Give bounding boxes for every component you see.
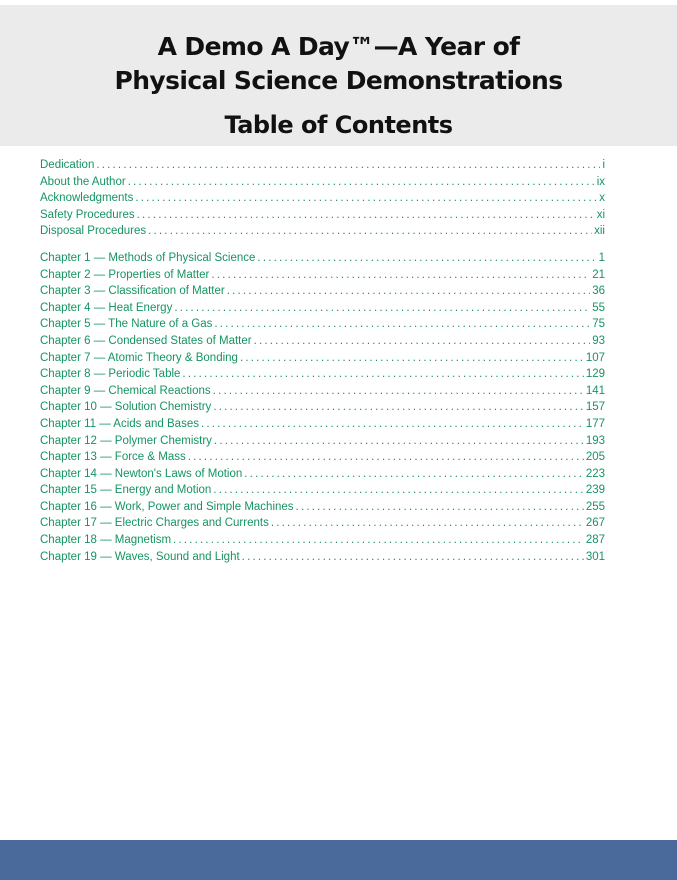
dot-leader — [227, 283, 590, 300]
toc-page-number: xii — [594, 225, 605, 238]
toc-page-number: ix — [596, 175, 605, 188]
front-matter-entry[interactable] — [40, 157, 605, 174]
toc-entry-label: Chapter 1 — Methods of Physical Science — [40, 251, 256, 264]
dot-leader — [173, 532, 584, 549]
dot-leader — [296, 499, 584, 516]
chapter-entry[interactable] — [40, 333, 605, 350]
toc-entry-label: Dedication — [40, 159, 95, 171]
front-matter-entry[interactable] — [40, 190, 605, 207]
toc-entry-label: Chapter 17 — Electric Charges and Currents — [40, 517, 269, 530]
toc-page-number: 55 — [592, 301, 605, 314]
footer-band — [0, 840, 677, 880]
toc-page-number: 141 — [585, 384, 605, 397]
dot-leader — [201, 416, 584, 433]
dot-leader — [213, 399, 584, 416]
chapter-entry[interactable] — [40, 499, 605, 516]
front-matter-entry[interactable] — [40, 223, 605, 240]
toc-entry-label: Chapter 7 — Atomic Theory & Bonding — [40, 351, 238, 364]
dot-leader — [271, 515, 584, 532]
toc-page-number: x — [599, 192, 605, 205]
dot-leader — [213, 482, 583, 499]
toc-entry-label: Chapter 6 — Condensed States of Matter — [40, 334, 252, 347]
toc-page-number: 36 — [592, 285, 605, 298]
chapter-list — [40, 250, 605, 565]
table-of-contents — [40, 157, 605, 565]
dot-leader — [174, 300, 590, 317]
chapter-entry[interactable] — [40, 482, 605, 499]
dot-leader — [96, 157, 600, 174]
toc-entry-label: Chapter 12 — Polymer Chemistry — [40, 434, 212, 447]
book-title-line-2: Physical Science Demonstrations — [114, 66, 563, 95]
toc-entry-label: Safety Procedures — [40, 208, 135, 221]
toc-page-number: 301 — [585, 550, 605, 563]
front-matter-entry[interactable] — [40, 174, 605, 191]
chapter-entry[interactable] — [40, 466, 605, 483]
dot-leader — [182, 366, 583, 383]
toc-page-number: 239 — [585, 484, 605, 497]
front-matter-entry[interactable] — [40, 207, 605, 224]
chapter-entry[interactable] — [40, 267, 605, 284]
dot-leader — [242, 549, 584, 566]
toc-entry-label: Disposal Procedures — [40, 225, 147, 238]
chapter-entry[interactable] — [40, 316, 605, 333]
chapter-entry[interactable] — [40, 366, 605, 383]
chapter-entry[interactable] — [40, 250, 605, 267]
dot-leader — [214, 433, 584, 450]
dot-leader — [148, 223, 592, 240]
toc-entry-label: Chapter 4 — Heat Energy — [40, 301, 173, 314]
toc-entry-label: Chapter 15 — Energy and Motion — [40, 484, 212, 497]
toc-page-number: 75 — [592, 318, 605, 331]
dot-leader — [128, 174, 595, 191]
toc-page-number: 21 — [592, 268, 605, 281]
toc-page-number: 129 — [585, 368, 605, 381]
chapter-entry[interactable] — [40, 549, 605, 566]
toc-entry-label: Chapter 11 — Acids and Bases — [40, 417, 199, 430]
dot-leader — [135, 190, 597, 207]
chapter-entry[interactable] — [40, 515, 605, 532]
toc-entry-label: Acknowledgments — [40, 192, 134, 205]
toc-page-number: 177 — [585, 417, 605, 430]
toc-page-number: xi — [596, 208, 605, 221]
chapter-entry[interactable] — [40, 383, 605, 400]
toc-page-number: 287 — [585, 534, 605, 547]
toc-page-number: 193 — [585, 434, 605, 447]
toc-entry-label: Chapter 3 — Classification of Matter — [40, 285, 225, 298]
dot-leader — [211, 267, 590, 284]
toc-page-number: 1 — [598, 251, 605, 264]
toc-entry-label: About the Author — [40, 175, 126, 188]
dot-leader — [188, 449, 584, 466]
front-matter-list — [40, 157, 605, 240]
toc-page-number: 93 — [592, 334, 605, 347]
dot-leader — [137, 207, 595, 224]
dot-leader — [240, 350, 584, 367]
toc-page-number: 267 — [585, 517, 605, 530]
toc-page-number: 205 — [585, 451, 605, 464]
toc-entry-label: Chapter 18 — Magnetism — [40, 534, 172, 547]
book-title-line-1: A Demo A Day™—A Year of — [157, 32, 520, 61]
chapter-entry[interactable] — [40, 416, 605, 433]
dot-leader — [214, 316, 590, 333]
dot-leader — [213, 383, 584, 400]
toc-entry-label: Chapter 14 — Newton's Laws of Motion — [40, 467, 243, 480]
chapter-entry[interactable] — [40, 433, 605, 450]
chapter-entry[interactable] — [40, 532, 605, 549]
chapter-entry[interactable] — [40, 449, 605, 466]
toc-page-number: 157 — [585, 401, 605, 414]
toc-heading: Table of Contents — [224, 111, 453, 139]
toc-entry-label: Chapter 19 — Waves, Sound and Light — [40, 550, 240, 563]
toc-entry-label: Chapter 13 — Force & Mass — [40, 451, 186, 464]
toc-entry-label: Chapter 9 — Chemical Reactions — [40, 384, 211, 397]
toc-page-number: i — [602, 159, 605, 171]
chapter-entry[interactable] — [40, 300, 605, 317]
dot-leader — [257, 250, 596, 267]
toc-entry-label: Chapter 5 — The Nature of a Gas — [40, 318, 213, 331]
dot-leader — [254, 333, 591, 350]
chapter-entry[interactable] — [40, 399, 605, 416]
toc-entry-label: Chapter 2 — Properties of Matter — [40, 268, 210, 281]
toc-page-number: 223 — [585, 467, 605, 480]
chapter-entry[interactable] — [40, 350, 605, 367]
dot-leader — [244, 466, 584, 483]
chapter-entry[interactable] — [40, 283, 605, 300]
toc-entry-label: Chapter 8 — Periodic Table — [40, 368, 181, 381]
toc-entry-label: Chapter 10 — Solution Chemistry — [40, 401, 212, 414]
toc-entry-label: Chapter 16 — Work, Power and Simple Machines — [40, 500, 294, 513]
book-title — [0, 30, 677, 98]
toc-page-number: 255 — [585, 500, 605, 513]
toc-page-number: 107 — [585, 351, 605, 364]
